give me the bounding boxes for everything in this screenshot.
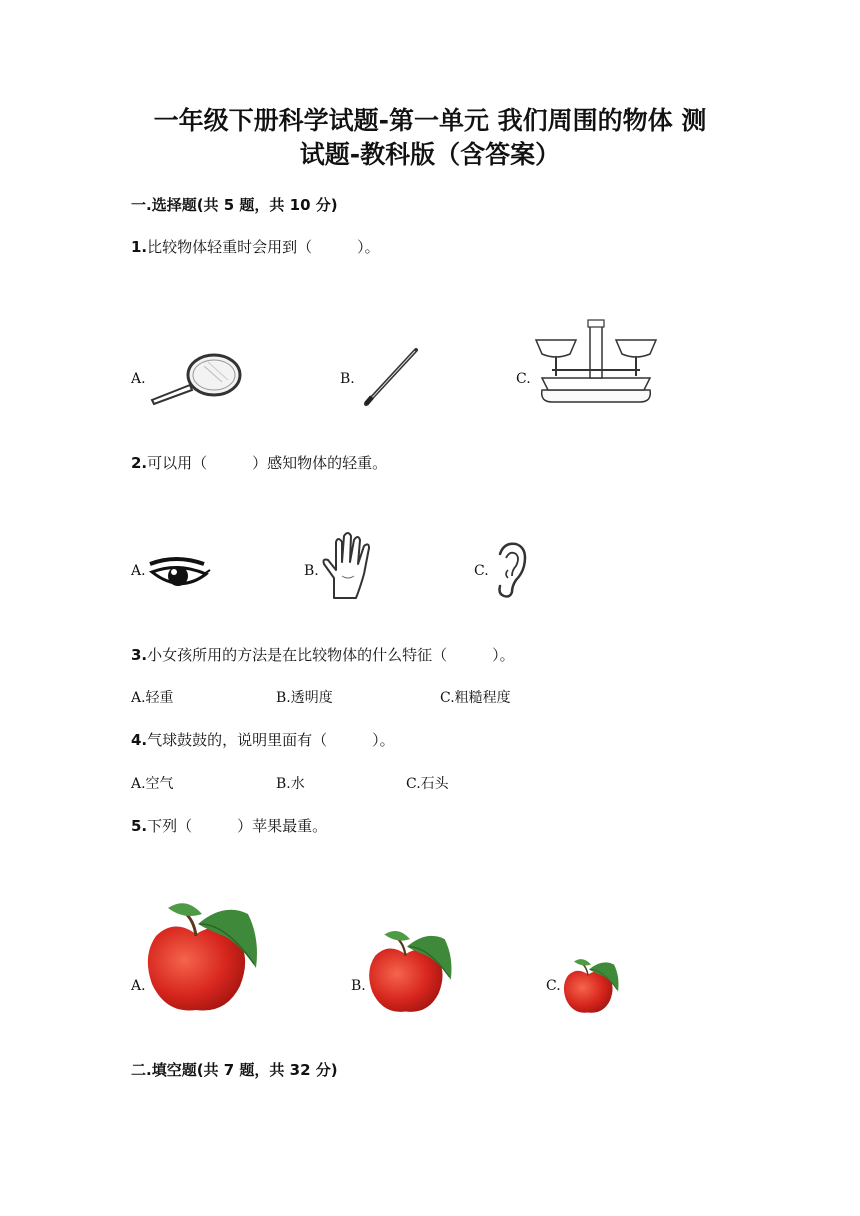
question-number: 3. — [131, 646, 148, 664]
magnifying-glass-icon — [148, 352, 244, 406]
question-number: 1. — [131, 238, 148, 256]
option-b: B.透明度 — [276, 690, 333, 706]
small-apple-icon — [562, 954, 620, 1016]
question-3 — [131, 644, 515, 665]
medium-apple-icon — [366, 924, 454, 1016]
large-apple-icon — [144, 894, 260, 1016]
question-text: 可以用（ ）感知物体的轻重。 — [147, 454, 388, 472]
option-label: C. — [474, 563, 489, 579]
question-4 — [131, 729, 395, 750]
question-1 — [131, 236, 380, 257]
question-number: 5. — [131, 817, 148, 835]
title-line-1: 一年级下册科学试题-第一单元 我们周围的物体 测 — [153, 106, 707, 135]
rod-icon — [360, 346, 422, 408]
question-text: 下列（ ）苹果最重。 — [147, 817, 328, 835]
option-label: B. — [304, 563, 319, 579]
option-label: C. — [546, 978, 561, 994]
page-title — [100, 104, 760, 172]
eye-icon — [146, 556, 212, 596]
question-text: 气球鼓鼓的，说明里面有（ ）。 — [147, 731, 395, 749]
question-2 — [131, 452, 387, 473]
option-a: A.空气 — [131, 776, 174, 792]
question-text: 小女孩所用的方法是在比较物体的什么特征（ ）。 — [147, 646, 515, 664]
question-text: 比较物体轻重时会用到（ ）。 — [147, 238, 380, 256]
section-heading-choice: 一.选择题(共 5 题，共 10 分) — [131, 196, 338, 214]
title-line-2: 试题-教科版（含答案） — [299, 140, 561, 169]
ear-icon — [490, 540, 530, 600]
option-label: A. — [131, 563, 146, 579]
option-b: B.水 — [276, 776, 305, 792]
option-label: A. — [131, 978, 146, 994]
question-number: 2. — [131, 454, 148, 472]
section-heading-fill: 二.填空题(共 7 题，共 32 分) — [131, 1061, 338, 1079]
option-c: C.石头 — [406, 776, 449, 792]
question-number: 4. — [131, 731, 148, 749]
option-c: C.粗糙程度 — [440, 690, 511, 706]
option-label: B. — [340, 371, 355, 387]
option-label: A. — [131, 371, 146, 387]
balance-scale-icon — [532, 318, 660, 406]
option-label: C. — [516, 371, 531, 387]
hand-icon — [320, 532, 378, 602]
option-label: B. — [351, 978, 366, 994]
question-5 — [131, 815, 327, 836]
option-a: A.轻重 — [131, 690, 174, 706]
